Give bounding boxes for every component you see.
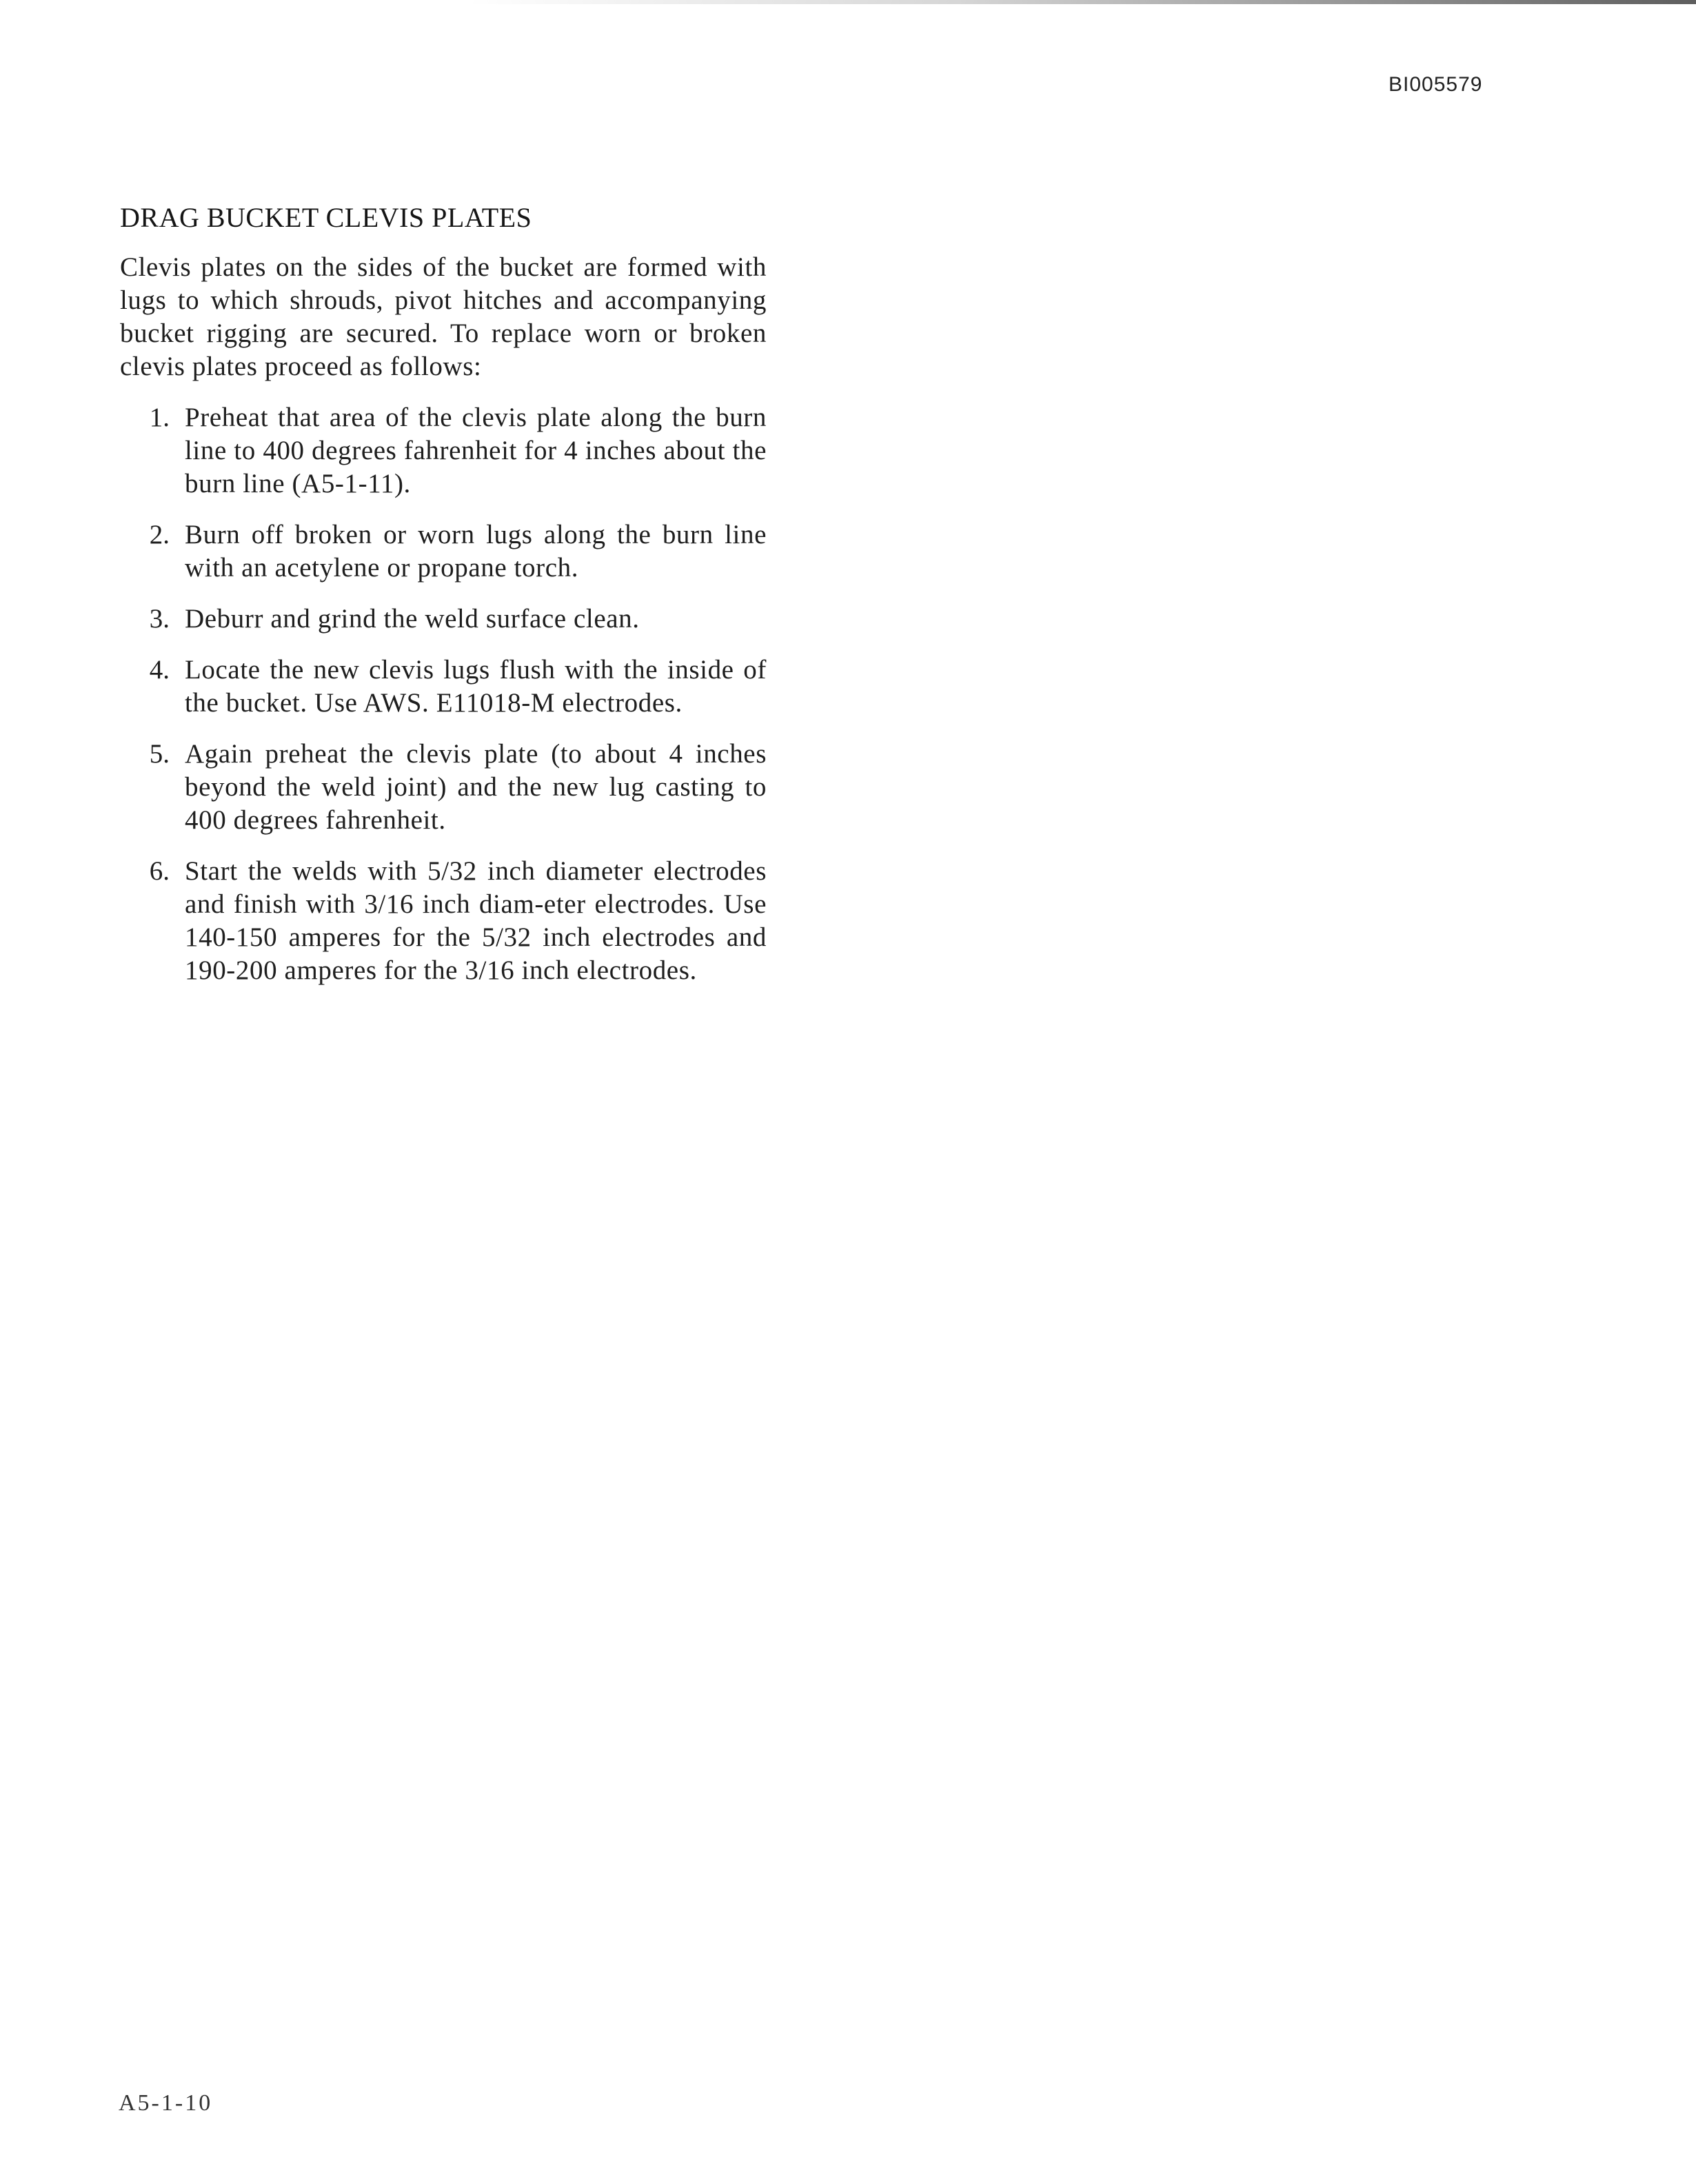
document-id: BI005579 [1389, 73, 1483, 96]
section-title: DRAG BUCKET CLEVIS PLATES [120, 202, 532, 233]
step-text: Start the welds with 5/32 inch diameter electrodes and finish with 3/16 inch diam-eter electrodes. Use 140-150 amperes for the 5/32 inch electrodes and 190-200 amperes for the 3/16 inch electrodes. [185, 856, 767, 985]
main-content [120, 199, 767, 1005]
step-number: 1. [149, 403, 170, 432]
step-item-5 [120, 738, 767, 837]
step-number: 2. [149, 520, 170, 549]
procedure-steps [120, 401, 767, 987]
step-number: 6. [149, 856, 170, 886]
step-text: Deburr and grind the weld surface clean. [185, 604, 640, 634]
step-text: Burn off broken or worn lugs along the burn line with an acetylene or propane torch. [185, 520, 767, 583]
step-item-4 [120, 654, 767, 720]
intro-paragraph: Clevis plates on the sides of the bucket are formed with lugs to which shrouds, pivot hitches and accompanying bucket rigging are secured. To replace worn or broken clevis plates proceed as follows: [120, 252, 767, 381]
step-number: 4. [149, 655, 170, 685]
step-number: 3. [149, 604, 170, 634]
step-text: Locate the new clevis lugs flush with the inside of the bucket. Use AWS. E11018-M electrodes. [185, 655, 767, 718]
step-item-6 [120, 855, 767, 987]
step-text: Again preheat the clevis plate (to about 4 inches beyond the weld joint) and the new lug casting to 400 degrees fahrenheit. [185, 739, 767, 835]
step-item-2 [120, 518, 767, 585]
step-item-3 [120, 603, 767, 636]
step-number: 5. [149, 739, 170, 769]
step-text: Preheat that area of the clevis plate along the burn line to 400 degrees fahrenheit for 4 inches about the burn line (A5-1-11). [185, 403, 767, 498]
step-item-1 [120, 401, 767, 501]
page-number: A5-1-10 [119, 2090, 213, 2116]
scan-edge-shadow [469, 0, 1696, 4]
